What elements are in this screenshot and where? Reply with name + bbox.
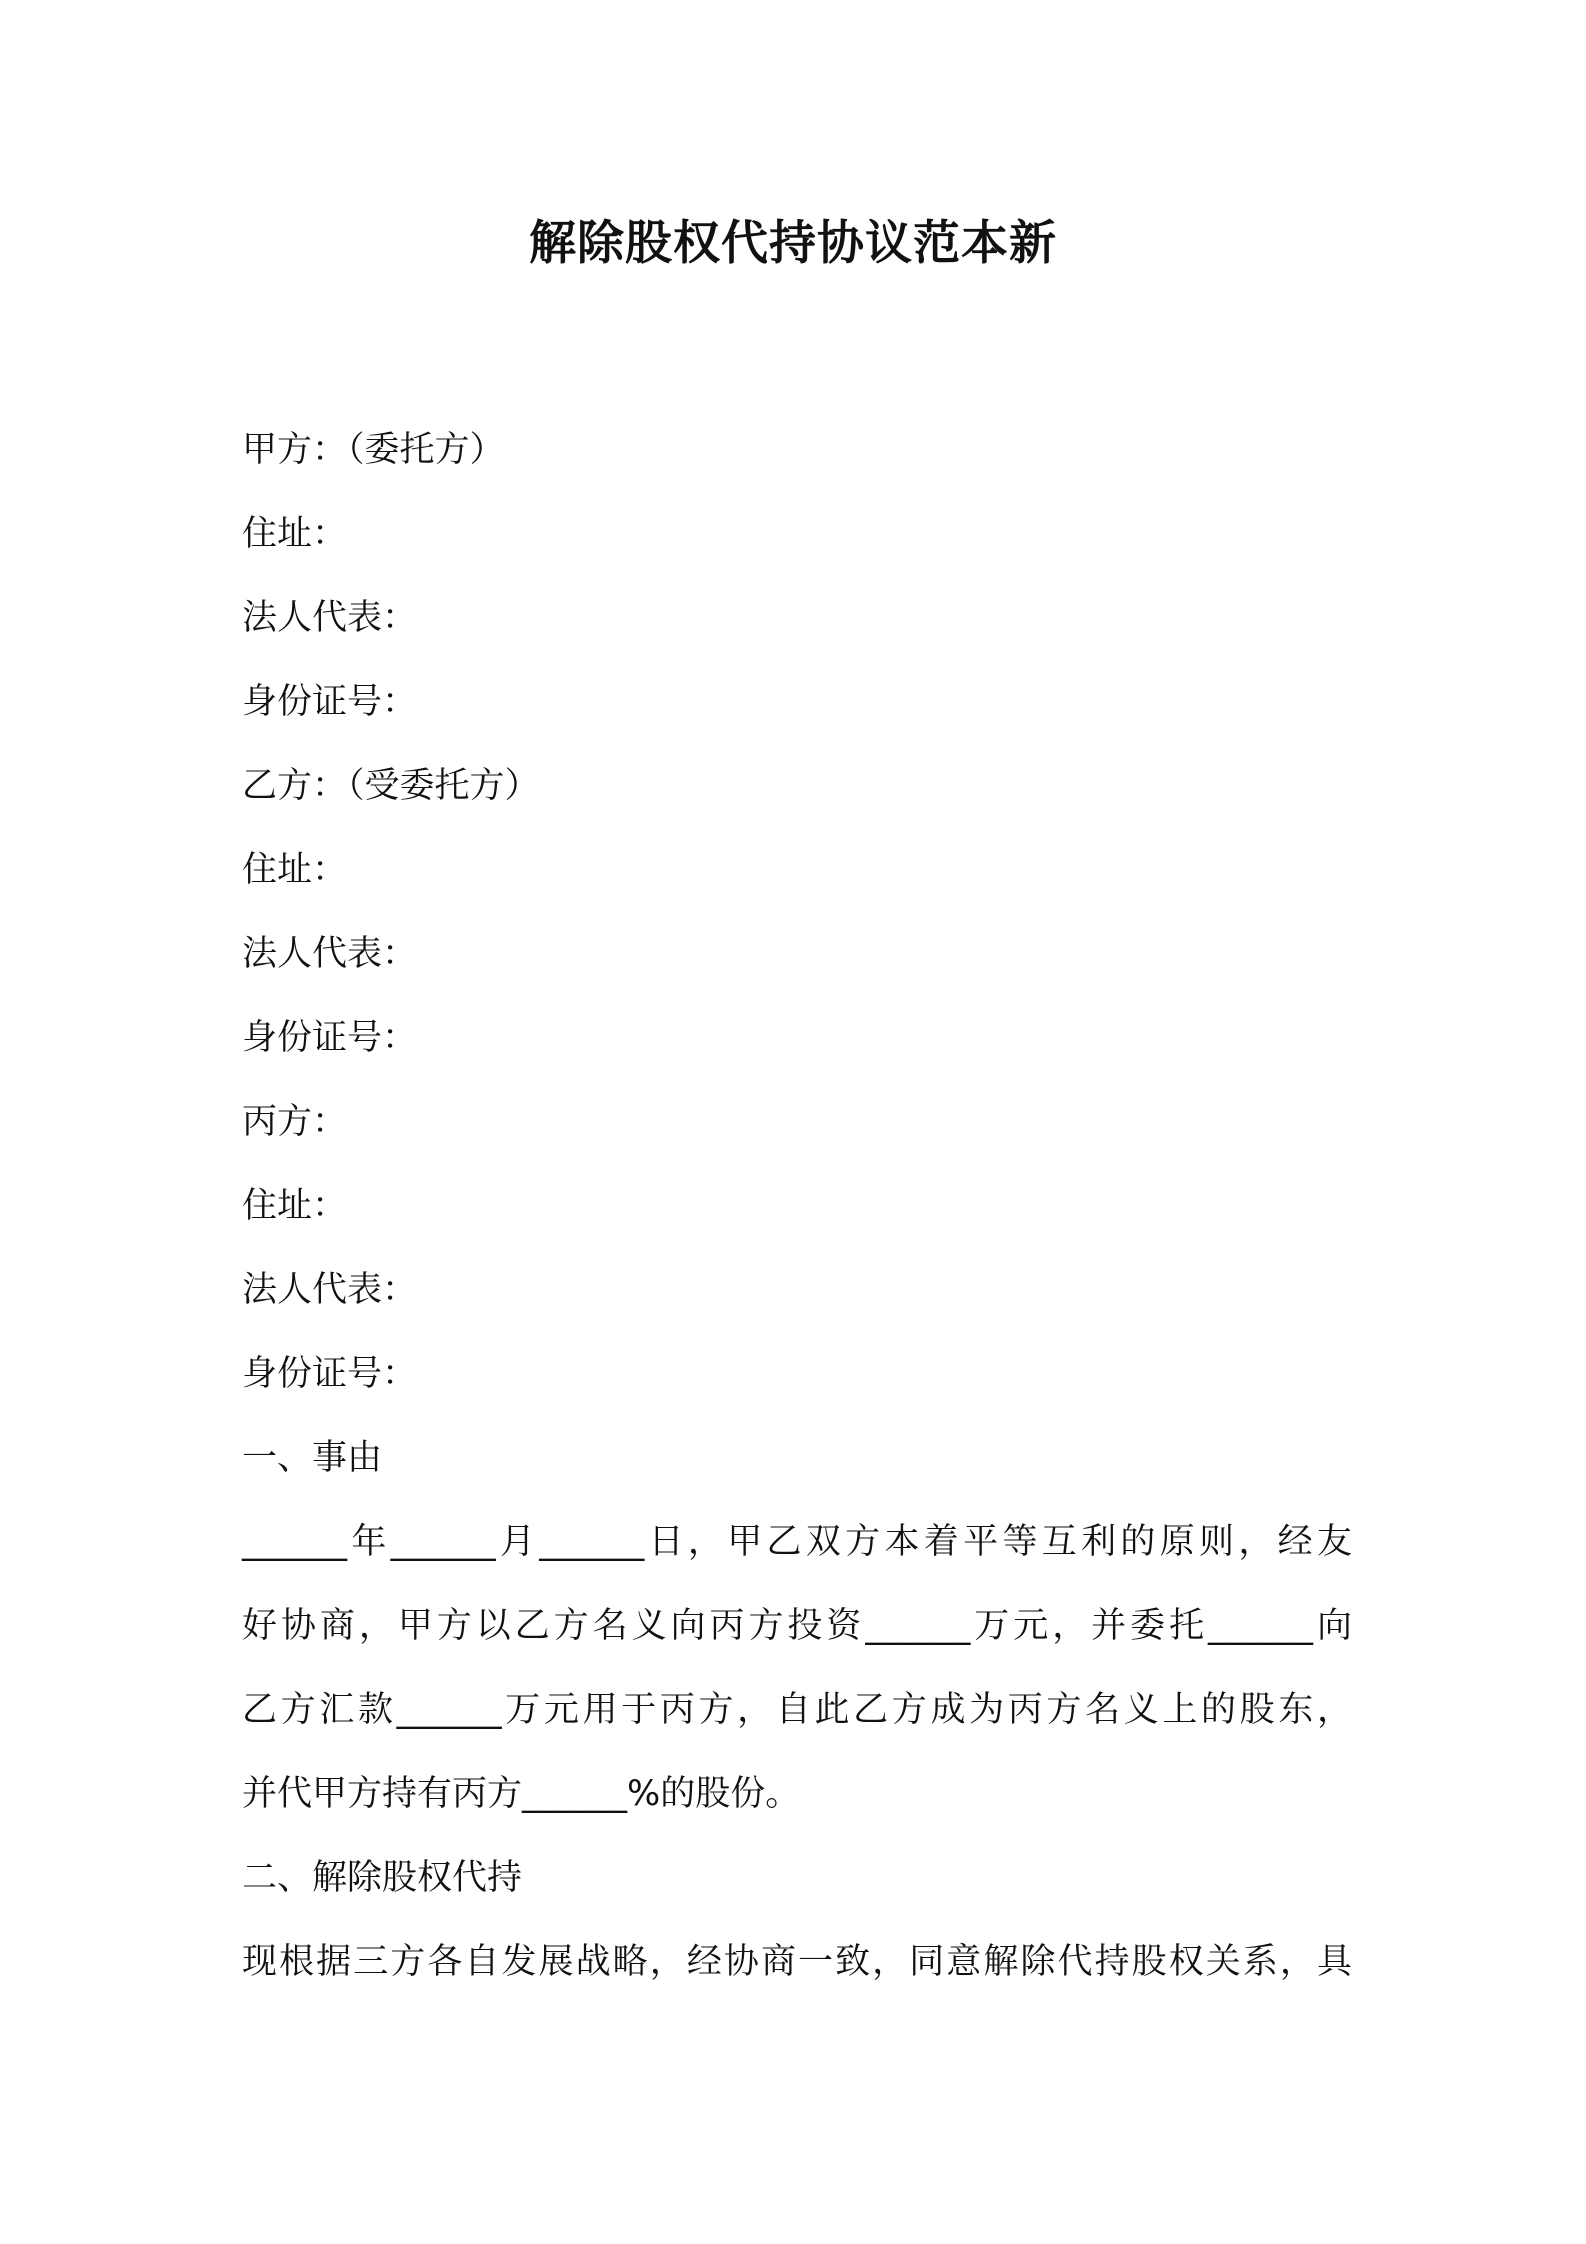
paragraph-line: ______年______月______日，甲乙双方本着平等互利的原则，经友 — [242, 1522, 1352, 1562]
party-b-legal-rep-label: 法人代表： — [242, 934, 418, 974]
section-reason-paragraph — [242, 1500, 1352, 1836]
party-b-label: 乙方：（受委托方） — [242, 766, 540, 806]
section-heading-reason: 一、事由 — [242, 1438, 383, 1478]
section-termination-paragraph — [242, 1920, 1352, 2004]
paragraph-line: 好协商，甲方以乙方名义向丙方投资______万元，并委托______向 — [242, 1606, 1352, 1646]
party-a-label: 甲方：（委托方） — [242, 430, 505, 470]
section-heading-termination: 二、解除股权代持 — [242, 1858, 523, 1898]
paragraph-line: 乙方汇款______万元用于丙方，自此乙方成为丙方名义上的股东， — [242, 1690, 1352, 1730]
party-c-label: 丙方： — [242, 1102, 348, 1142]
party-b-address-label: 住址： — [242, 850, 348, 890]
party-c-address-label: 住址： — [242, 1186, 348, 1226]
party-a-address-label: 住址： — [242, 514, 348, 554]
party-a-id-number-label: 身份证号： — [242, 682, 418, 722]
party-c-legal-rep-label: 法人代表： — [242, 1270, 418, 1310]
party-c-id-number-label: 身份证号： — [242, 1354, 418, 1394]
party-b-id-number-label: 身份证号： — [242, 1018, 418, 1058]
document-title: 解除股权代持协议范本新 — [529, 216, 1057, 271]
party-a-legal-rep-label: 法人代表： — [242, 598, 418, 638]
document-body — [242, 408, 1352, 2004]
paragraph-line: 并代甲方持有丙方______%的股份。 — [242, 1774, 801, 1814]
paragraph-line: 现根据三方各自发展战略，经协商一致，同意解除代持股权关系，具 — [242, 1942, 1352, 1982]
